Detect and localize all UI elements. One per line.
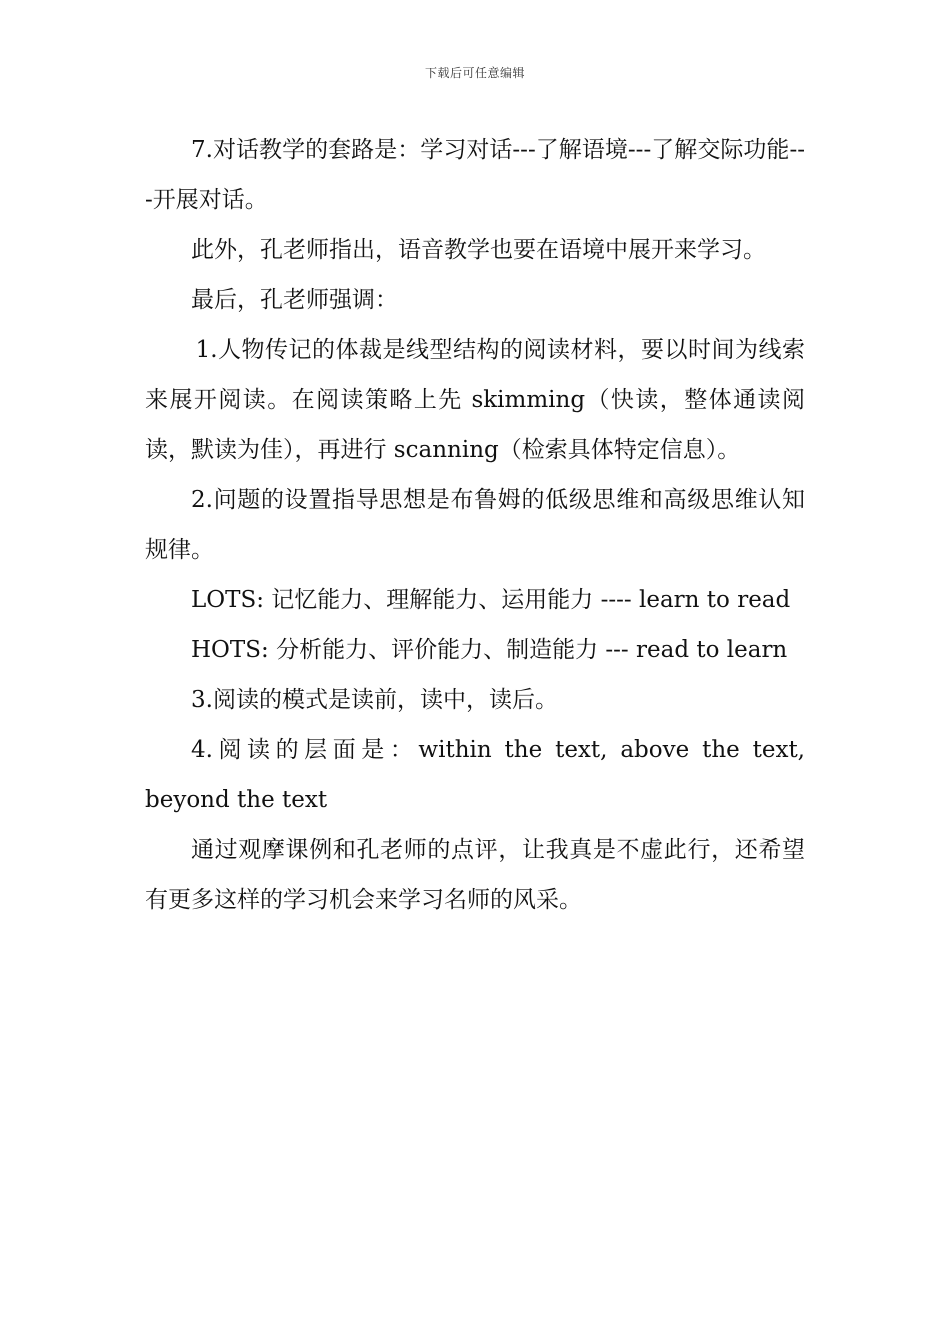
paragraph-finally: 最后，孔老师强调： xyxy=(191,287,398,313)
paragraph-hots: HOTS: 分析能力、评价能力、制造能力 --- read to learn xyxy=(191,637,788,663)
paragraph-dialogue-teaching: 7.对话教学的套路是：学习对话---了解语境---了解交际功能---开展对话。 xyxy=(145,137,805,213)
paragraph-point-4: 4.阅读的层面是：within the text, above the text, beyond the text xyxy=(145,737,805,813)
paragraph-lots: LOTS: 记忆能力、理解能力、运用能力 ---- learn to read xyxy=(191,587,791,613)
paragraph-point-3: 3.阅读的模式是读前，读中，读后。 xyxy=(191,687,558,713)
paragraph-phonics-teaching: 此外，孔老师指出，语音教学也要在语境中展开来学习。 xyxy=(191,237,766,263)
paragraph-conclusion: 通过观摩课例和孔老师的点评，让我真是不虚此行，还希望有更多这样的学习机会来学习名师的风采。 xyxy=(145,837,805,913)
document-body xyxy=(145,125,805,925)
paragraph-point-2: 2.问题的设置指导思想是布鲁姆的低级思维和高级思维认知规律。 xyxy=(145,487,805,563)
page-header: 下载后可任意编辑 xyxy=(424,66,525,80)
paragraph-point-1: 1.人物传记的体裁是线型结构的阅读材料，要以时间为线索来展开阅读。在阅读策略上先 skimming（快读，整体通读阅读，默读为佳），再进行 scanning（检索具体特定信息）。 xyxy=(145,337,805,463)
